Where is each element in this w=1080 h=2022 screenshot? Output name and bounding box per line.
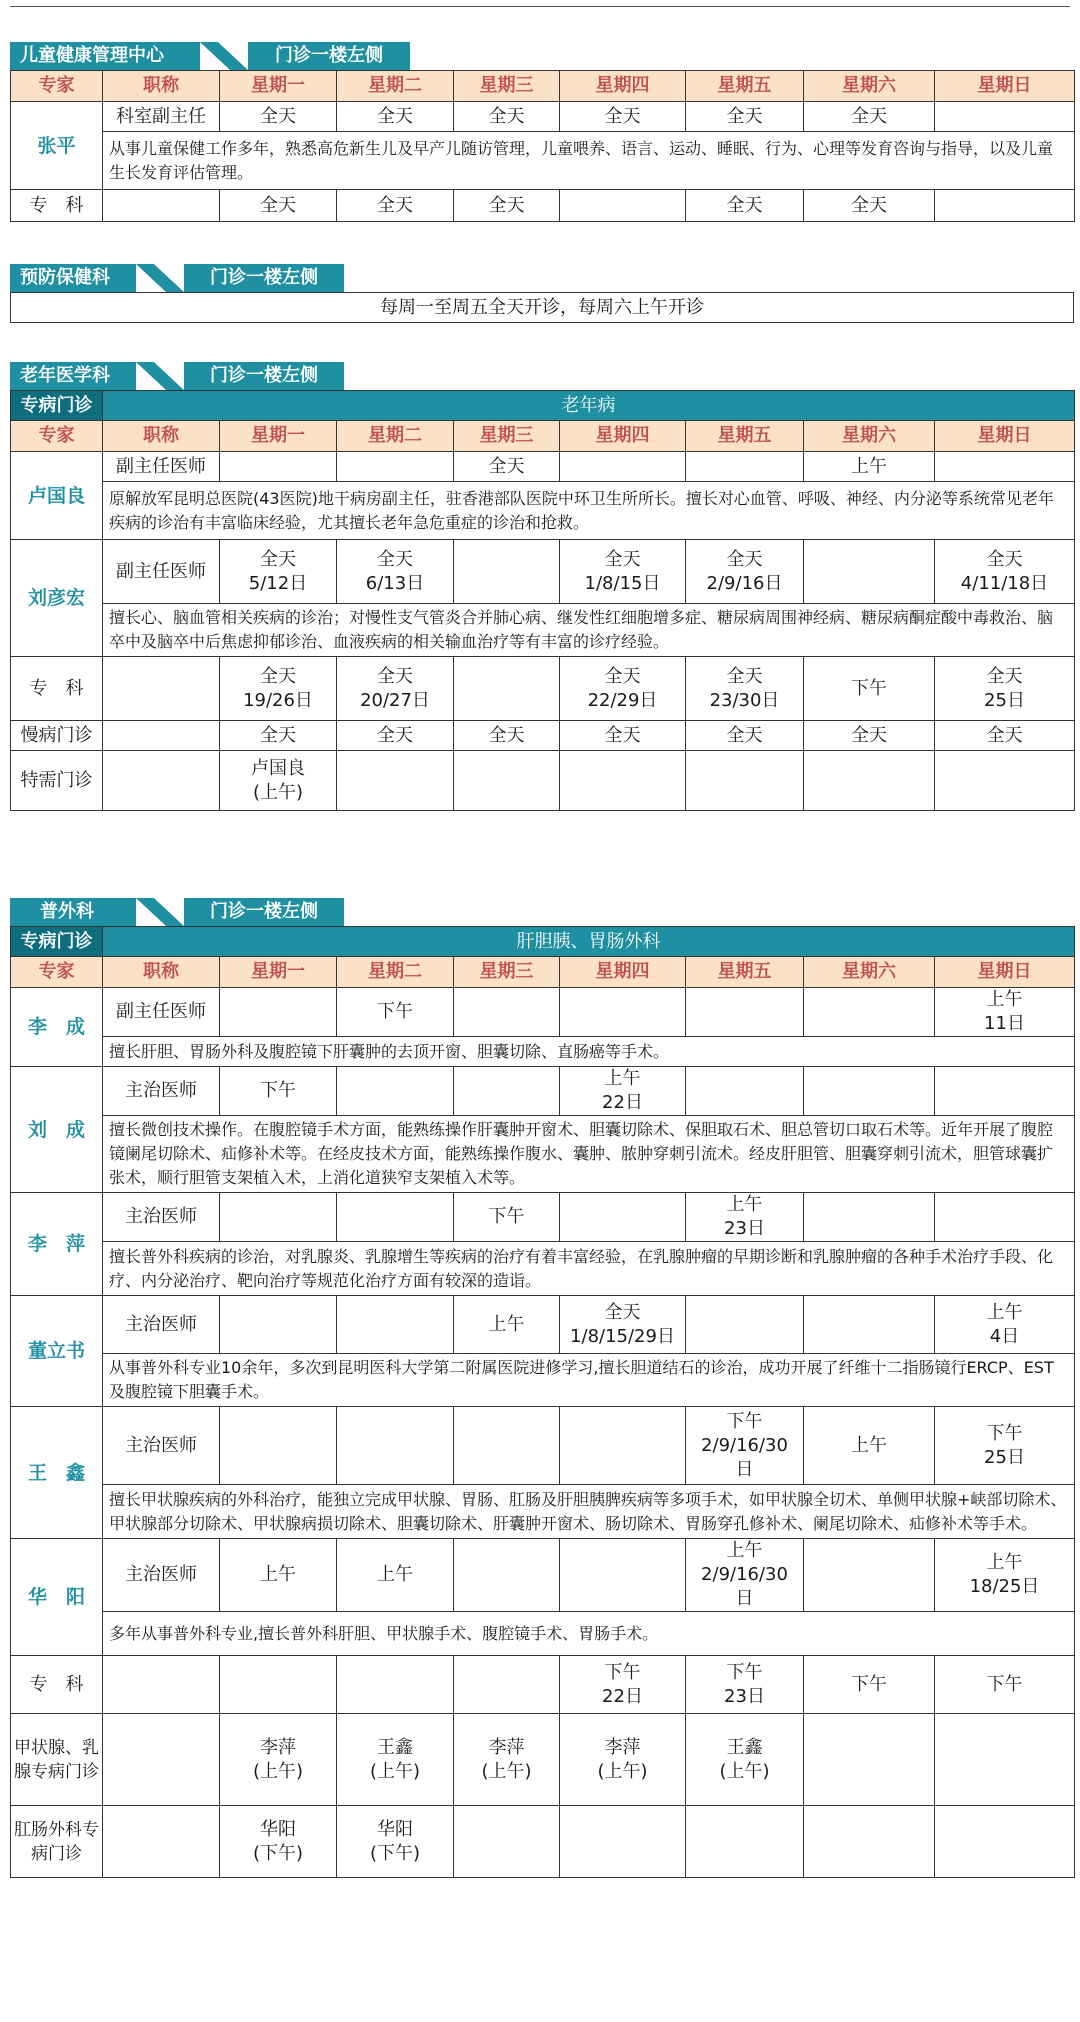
doctor-title: 副主任医师	[103, 452, 220, 482]
column-header-row	[11, 421, 1075, 452]
schedule-table	[10, 390, 1075, 811]
schedule-cell	[686, 988, 804, 1037]
doctor-title: 科室副主任	[103, 102, 220, 132]
empty-cell	[103, 190, 220, 222]
schedule-cell: 全天	[686, 102, 804, 132]
schedule-cell: 上午 18/25日	[935, 1539, 1075, 1612]
schedule-cell	[804, 1539, 935, 1612]
description-row	[11, 482, 1075, 540]
col-fri: 星期五	[686, 421, 804, 452]
schedule-cell	[686, 1296, 804, 1354]
schedule-cell	[454, 988, 560, 1037]
doctor-row	[11, 102, 1075, 132]
col-thu: 星期四	[560, 957, 686, 988]
section-header	[10, 42, 1074, 70]
department-location: 门诊一楼左侧	[184, 264, 344, 292]
schedule-cell: 上午 23日	[686, 1193, 804, 1242]
doctor-name: 董立书	[11, 1296, 103, 1407]
schedule-cell	[686, 751, 804, 811]
schedule-cell	[935, 452, 1075, 482]
schedule-cell: 上午	[220, 1539, 337, 1612]
schedule-cell	[560, 190, 686, 222]
col-thu: 星期四	[560, 71, 686, 102]
description-row	[11, 604, 1075, 657]
schedule-cell	[337, 1067, 454, 1116]
top-divider	[10, 6, 1070, 7]
doctor-title: 主治医师	[103, 1193, 220, 1242]
col-title: 职称	[103, 957, 220, 988]
schedule-cell: 全天 19/26日	[220, 657, 337, 721]
doctor-title: 主治医师	[103, 1296, 220, 1354]
schedule-cell: 全天	[804, 102, 935, 132]
col-mon: 星期一	[220, 957, 337, 988]
description-row	[11, 132, 1075, 190]
band-row	[11, 391, 1075, 421]
schedule-cell: 下午 22日	[560, 1656, 686, 1714]
doctor-name: 王 鑫	[11, 1407, 103, 1539]
department-name: 老年医学科	[10, 362, 136, 390]
schedule-cell	[220, 988, 337, 1037]
section-child-health	[10, 42, 1074, 222]
schedule-cell	[560, 1539, 686, 1612]
schedule-cell	[804, 1714, 935, 1806]
colon-row	[11, 1806, 1075, 1878]
band-label: 专病门诊	[11, 927, 103, 957]
schedule-cell	[337, 452, 454, 482]
band-row	[11, 927, 1075, 957]
doctor-name: 李 萍	[11, 1193, 103, 1296]
schedule-cell	[337, 1656, 454, 1714]
schedule-cell: 全天	[220, 721, 337, 751]
col-sun: 星期日	[935, 957, 1075, 988]
empty-cell	[103, 1656, 220, 1714]
schedule-cell: 上午 22日	[560, 1067, 686, 1116]
schedule-cell	[804, 1067, 935, 1116]
schedule-cell: 全天	[337, 721, 454, 751]
schedule-cell	[935, 102, 1075, 132]
doctor-name: 华 阳	[11, 1539, 103, 1656]
schedule-cell: 下午	[337, 988, 454, 1037]
schedule-cell	[454, 1539, 560, 1612]
col-wed: 星期三	[454, 957, 560, 988]
row-label: 肛肠外科专病门诊	[11, 1806, 103, 1878]
schedule-cell: 华阳 (下午)	[337, 1806, 454, 1878]
section-prevention	[10, 264, 1074, 323]
special-row	[11, 190, 1075, 222]
schedule-cell: 全天	[560, 102, 686, 132]
doctor-row	[11, 1067, 1075, 1116]
col-expert: 专家	[11, 71, 103, 102]
schedule-cell: 上午	[804, 1407, 935, 1485]
opening-note: 每周一至周五全天开诊，每周六上午开诊	[11, 293, 1074, 323]
schedule-cell	[220, 1193, 337, 1242]
schedule-cell: 上午	[804, 452, 935, 482]
header-slash-icon	[136, 362, 184, 390]
row-label: 特需门诊	[11, 751, 103, 811]
col-tue: 星期二	[337, 957, 454, 988]
col-wed: 星期三	[454, 421, 560, 452]
row-label: 慢病门诊	[11, 721, 103, 751]
doctor-name: 刘 成	[11, 1067, 103, 1193]
doctor-description: 原解放军昆明总医院(43医院)地干病房副主任，驻香港部队医院中环卫生所所长。擅长对心血管、呼吸、神经、内分泌等系统常见老年疾病的诊治有丰富临床经验，尤其擅长老年急危重症的诊治和抢救。	[103, 482, 1075, 540]
schedule-cell: 全天	[454, 452, 560, 482]
schedule-cell: 下午 25日	[935, 1407, 1075, 1485]
section-general-surgery	[10, 898, 1074, 1878]
schedule-cell	[935, 1193, 1075, 1242]
col-tue: 星期二	[337, 71, 454, 102]
empty-cell	[103, 1806, 220, 1878]
schedule-cell	[337, 1193, 454, 1242]
schedule-cell	[560, 452, 686, 482]
schedule-cell	[560, 988, 686, 1037]
schedule-cell: 李萍 (上午)	[560, 1714, 686, 1806]
schedule-cell: 全天	[220, 102, 337, 132]
empty-cell	[103, 751, 220, 811]
schedule-cell: 全天	[454, 102, 560, 132]
schedule-cell: 全天 20/27日	[337, 657, 454, 721]
doctor-title: 副主任医师	[103, 540, 220, 604]
schedule-cell: 下午 23日	[686, 1656, 804, 1714]
doctor-description: 擅长心、脑血管相关疾病的诊治；对慢性支气管炎合并肺心病、继发性红细胞增多症、糖尿病周围神经病、糖尿病酮症酸中毒救治、脑卒中及脑卒中后焦虑抑郁诊治、血液疾病的相关输血治疗等有丰富的诊疗经验。	[103, 604, 1075, 657]
description-row	[11, 1242, 1075, 1296]
schedule-cell: 全天	[686, 190, 804, 222]
schedule-cell	[804, 1193, 935, 1242]
schedule-cell: 全天	[804, 721, 935, 751]
schedule-cell: 下午	[454, 1193, 560, 1242]
schedule-cell: 全天 1/8/15日	[560, 540, 686, 604]
surg-extra-rows	[11, 1656, 1075, 1878]
schedule-cell	[935, 190, 1075, 222]
band-title: 肝胆胰、胃肠外科	[103, 927, 1075, 957]
notice-table	[10, 292, 1074, 323]
doctor-row	[11, 1296, 1075, 1354]
schedule-cell: 上午	[454, 1296, 560, 1354]
empty-cell	[103, 1714, 220, 1806]
band-title: 老年病	[103, 391, 1075, 421]
schedule-cell	[337, 751, 454, 811]
schedule-cell: 上午 2/9/16/30 日	[686, 1539, 804, 1612]
schedule-cell: 王鑫 (上午)	[686, 1714, 804, 1806]
doctor-description: 擅长肝胆、胃肠外科及腹腔镜下肝囊肿的去顶开窗、胆囊切除、直肠癌等手术。	[103, 1037, 1075, 1067]
section-header	[10, 362, 1074, 390]
vip-row	[11, 751, 1075, 811]
surg-doctor-rows	[11, 988, 1075, 1656]
department-location: 门诊一楼左侧	[248, 42, 410, 70]
schedule-cell	[560, 1806, 686, 1878]
schedule-cell: 下午	[804, 1656, 935, 1714]
schedule-cell	[220, 1407, 337, 1485]
schedule-cell: 华阳 (下午)	[220, 1806, 337, 1878]
schedule-cell	[337, 1407, 454, 1485]
col-mon: 星期一	[220, 421, 337, 452]
schedule-table	[10, 70, 1075, 222]
schedule-cell	[454, 657, 560, 721]
col-sat: 星期六	[804, 957, 935, 988]
department-name: 预防保健科	[10, 264, 136, 292]
col-fri: 星期五	[686, 71, 804, 102]
thyroid-row	[11, 1714, 1075, 1806]
schedule-cell	[454, 1806, 560, 1878]
schedule-cell: 下午	[804, 657, 935, 721]
doctor-description: 擅长甲状腺疾病的外科治疗，能独立完成甲状腺、胃肠、肛肠及肝胆胰脾疾病等多项手术，如甲状腺全切术、单侧甲状腺+峡部切除术、甲状腺部分切除术、甲状腺病损切除术、胆囊切除术、肝囊肿开窗术、肠切除术、胃肠穿孔修补术、阑尾切除术、疝修补术等手术。	[103, 1485, 1075, 1539]
col-expert: 专家	[11, 957, 103, 988]
schedule-table	[10, 926, 1075, 1878]
schedule-cell	[560, 1407, 686, 1485]
col-sun: 星期日	[935, 71, 1075, 102]
schedule-cell: 李萍 (上午)	[220, 1714, 337, 1806]
schedule-cell	[454, 751, 560, 811]
header-slash-icon	[200, 42, 248, 70]
schedule-cell: 下午	[935, 1656, 1075, 1714]
section-header	[10, 898, 1074, 926]
schedule-cell	[560, 751, 686, 811]
doctor-title: 副主任医师	[103, 988, 220, 1037]
doctor-name: 张平	[11, 102, 103, 190]
schedule-cell: 李萍 (上午)	[454, 1714, 560, 1806]
schedule-cell: 全天 2/9/16日	[686, 540, 804, 604]
schedule-cell	[454, 1067, 560, 1116]
doctor-description: 从事普外科专业10余年，多次到昆明医科大学第二附属医院进修学习,擅长胆道结石的诊治，成功开展了纤维十二指肠镜行ERCP、EST及腹腔镜下胆囊手术。	[103, 1354, 1075, 1407]
department-location: 门诊一楼左侧	[184, 362, 344, 390]
doctor-description: 从事儿童保健工作多年，熟悉高危新生儿及早产儿随访管理，儿童喂养、语言、运动、睡眠、行为、心理等发育咨询与指导，以及儿童生长发育评估管理。	[103, 132, 1075, 190]
doctor-description: 擅长普外科疾病的诊治，对乳腺炎、乳腺增生等疾病的治疗有着丰富经验，在乳腺肿瘤的早期诊断和乳腺肿瘤的各种手术治疗手段、化疗、内分泌治疗、靶向治疗等规范化治疗方面有较深的造诣。	[103, 1242, 1075, 1296]
schedule-cell	[454, 540, 560, 604]
description-row	[11, 1612, 1075, 1656]
doctor-row	[11, 1193, 1075, 1242]
schedule-cell: 全天	[560, 721, 686, 751]
header-slash-icon	[136, 898, 184, 926]
header-slash-icon	[136, 264, 184, 292]
col-sat: 星期六	[804, 71, 935, 102]
schedule-cell	[804, 540, 935, 604]
doctor-row	[11, 1539, 1075, 1612]
schedule-cell: 上午	[337, 1539, 454, 1612]
section-geriatrics	[10, 362, 1074, 811]
col-mon: 星期一	[220, 71, 337, 102]
doctor-title: 主治医师	[103, 1407, 220, 1485]
schedule-cell: 全天	[804, 190, 935, 222]
empty-cell	[103, 721, 220, 751]
doctor-row	[11, 1407, 1075, 1485]
schedule-cell	[454, 1407, 560, 1485]
row-label: 甲状腺、乳腺专病门诊	[11, 1714, 103, 1806]
schedule-cell	[220, 1656, 337, 1714]
doctor-name: 李 成	[11, 988, 103, 1067]
schedule-cell	[686, 452, 804, 482]
department-location: 门诊一楼左侧	[184, 898, 344, 926]
doctor-row	[11, 988, 1075, 1037]
col-thu: 星期四	[560, 421, 686, 452]
schedule-cell: 全天	[454, 190, 560, 222]
schedule-cell: 下午 2/9/16/30 日	[686, 1407, 804, 1485]
row-label: 专 科	[11, 657, 103, 721]
empty-cell	[103, 657, 220, 721]
doctor-name: 卢国良	[11, 452, 103, 540]
schedule-cell	[935, 751, 1075, 811]
chronic-row	[11, 721, 1075, 751]
schedule-cell: 全天 23/30日	[686, 657, 804, 721]
doctor-row	[11, 452, 1075, 482]
schedule-cell: 上午 4日	[935, 1296, 1075, 1354]
row-label: 专 科	[11, 190, 103, 222]
schedule-cell: 王鑫 (上午)	[337, 1714, 454, 1806]
col-tue: 星期二	[337, 421, 454, 452]
geri-doctor-rows	[11, 452, 1075, 657]
department-name: 普外科	[10, 898, 136, 926]
schedule-cell	[220, 1296, 337, 1354]
schedule-cell: 全天 25日	[935, 657, 1075, 721]
col-fri: 星期五	[686, 957, 804, 988]
schedule-cell: 全天 5/12日	[220, 540, 337, 604]
row-label: 专 科	[11, 1656, 103, 1714]
description-row	[11, 1116, 1075, 1193]
schedule-cell: 全天	[337, 102, 454, 132]
schedule-cell	[804, 1296, 935, 1354]
special-row	[11, 1656, 1075, 1714]
schedule-cell	[220, 452, 337, 482]
schedule-cell: 全天	[220, 190, 337, 222]
doctor-description: 擅长微创技术操作。在腹腔镜手术方面，能熟练操作肝囊肿开窗术、胆囊切除术、保胆取石术、胆总管切口取石术等。近年开展了腹腔镜阑尾切除术、疝修补术等。在经皮技术方面，能熟练操作腹水、囊肿、脓肿穿刺引流术。经皮肝胆管、胆囊穿刺引流术，胆管球囊扩张术，顺行胆管支架植入术，上消化道狭窄支架植入术等。	[103, 1116, 1075, 1193]
section-header	[10, 264, 1074, 292]
schedule-cell: 全天 6/13日	[337, 540, 454, 604]
schedule-cell: 全天	[686, 721, 804, 751]
schedule-cell	[804, 1806, 935, 1878]
description-row	[11, 1485, 1075, 1539]
description-row	[11, 1354, 1075, 1407]
geri-extra-rows	[11, 657, 1075, 811]
schedule-cell	[454, 1656, 560, 1714]
col-expert: 专家	[11, 421, 103, 452]
schedule-cell	[935, 1714, 1075, 1806]
schedule-cell: 全天	[337, 190, 454, 222]
schedule-cell	[686, 1806, 804, 1878]
schedule-cell	[935, 1067, 1075, 1116]
schedule-cell	[337, 1296, 454, 1354]
schedule-cell	[804, 988, 935, 1037]
col-title: 职称	[103, 421, 220, 452]
column-header-row	[11, 71, 1075, 102]
doctor-row	[11, 540, 1075, 604]
col-title: 职称	[103, 71, 220, 102]
col-sat: 星期六	[804, 421, 935, 452]
schedule-cell	[804, 751, 935, 811]
schedule-cell: 全天	[935, 721, 1075, 751]
col-sun: 星期日	[935, 421, 1075, 452]
schedule-cell	[935, 1806, 1075, 1878]
doctor-description: 多年从事普外科专业,擅长普外科肝胆、甲状腺手术、腹腔镜手术、胃肠手术。	[103, 1612, 1075, 1656]
schedule-cell: 全天 22/29日	[560, 657, 686, 721]
band-label: 专病门诊	[11, 391, 103, 421]
doctor-name: 刘彦宏	[11, 540, 103, 657]
schedule-cell: 全天 1/8/15/29日	[560, 1296, 686, 1354]
doctor-title: 主治医师	[103, 1539, 220, 1612]
column-header-row	[11, 957, 1075, 988]
schedule-cell: 上午 11日	[935, 988, 1075, 1037]
department-name: 儿童健康管理中心	[10, 42, 200, 70]
schedule-cell	[560, 1193, 686, 1242]
schedule-cell: 下午	[220, 1067, 337, 1116]
special-row	[11, 657, 1075, 721]
col-wed: 星期三	[454, 71, 560, 102]
schedule-cell: 全天	[454, 721, 560, 751]
schedule-cell: 全天 4/11/18日	[935, 540, 1075, 604]
doctor-title: 主治医师	[103, 1067, 220, 1116]
schedule-cell	[686, 1067, 804, 1116]
schedule-cell: 卢国良 (上午)	[220, 751, 337, 811]
description-row	[11, 1037, 1075, 1067]
